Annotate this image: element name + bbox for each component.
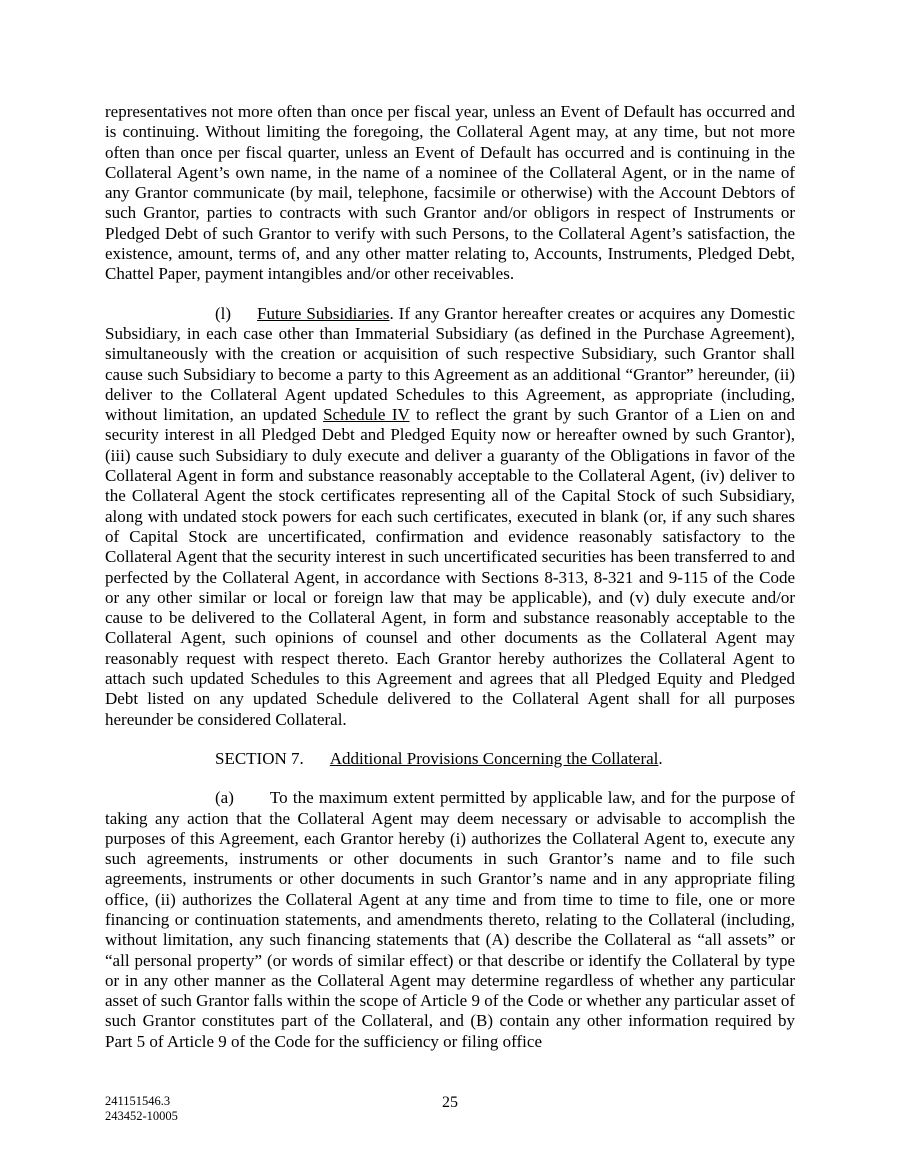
- paragraph-continuation: representatives not more often than once per fiscal year, unless an Event of Default has occurred and is continuing. Without limiting the foregoing, the Collateral Agent may, at any time, but not more often than once per fiscal quarter, unless an Event of Default has occurred and is continuing in the Collateral Agent’s own name, in the name of a nominee of the Collateral Agent, or in the name of any Grantor communicate (by mail, telephone, facsimile or otherwise) with the Account Debtors of such Grantor, parties to contracts with such Grantor and/or obligors in respect of Instruments or Pledged Debt of such Grantor to verify with such Persons, to the Collateral Agent’s satisfaction, the existence, amount, terms of, and any other matter relating to, Accounts, Instruments, Pledged Debt, Chattel Paper, payment intangibles and/or other receivables.: [105, 102, 795, 284]
- page-number: 25: [442, 1094, 458, 1111]
- clause-text-before-schedule-ref: . If any Grantor hereafter creates or acquires any Domestic Subsidiary, in each case other than Immaterial Subsidiary (as defined in the Purchase Agreement), simultaneously with the creation or acquisition of such respective Subsidiary, such Grantor shall cause such Subsidiary to become a party to this Agreement as an additional “Grantor” hereunder, (ii) deliver to the Collateral Agent updated Schedules to this Agreement, as appropriate (including, without limitation, an updated: [105, 303, 795, 425]
- paragraph-a: [105, 788, 795, 1052]
- schedule-iv-reference: Schedule IV: [323, 405, 410, 425]
- clause-heading-future-subsidiaries: Future Subsidiaries: [257, 303, 390, 323]
- section-title-period: .: [658, 748, 663, 768]
- clause-text-after-schedule-ref: to reflect the grant by such Grantor of a Lien on and security interest in all Pledged Debt and Pledged Equity now or hereafter owned by such Grantor), (iii) cause such Subsidiary to duly execute and deliver a guaranty of the Obligations in favor of the Collateral Agent in form and substance reasonably acceptable to the Collateral Agent, (iv) deliver to the Collateral Agent the stock certificates representing all of the Capital Stock of such Subsidiary, along with undated stock powers for each such certificates, executed in blank (or, if any such shares of Capital Stock are uncertificated, confirmation and evidence reasonably satisfactory to the Collateral Agent that the security interest in such uncertificated securities has been transferred to and perfected by the Collateral Agent, in accordance with Sections 8-313, 8-321 and 9-115 of the Code or any other similar or local or foreign law that may be applicable), and (v) duly execute and/or cause to be delivered to the Collateral Agent, in form and substance reasonably acceptable to the Collateral Agent, such opinions of counsel and other documents as the Collateral Agent may reasonably request with respect thereto. Each Grantor hereby authorizes the Collateral Agent to attach such updated Schedules to this Agreement and agrees that all Pledged Equity and Pledged Debt listed on any updated Schedule delivered to the Collateral Agent shall for all purposes hereunder be considered Collateral.: [105, 405, 795, 729]
- clause-label-l: (l): [215, 303, 232, 323]
- clause-label-a: (a): [215, 788, 234, 808]
- clause-a-text: To the maximum extent permitted by applicable law, and for the purpose of taking any action that the Collateral Agent may deem necessary or advisable to accomplish the purposes of this Agreement, each Grantor hereby (i) authorizes the Collateral Agent to, execute any such agreements, instruments or other documents in such Grantor’s name and to file such agreements, instruments or other documents in such Grantor’s name and in any appropriate filing office, (ii) authorizes the Collateral Agent at any time and from time to time to file, one or more financing or continuation statements, and amendments thereto, relating to the Collateral (including, without limitation, any such financing statements that (A) describe the Collateral as “all assets” or “all personal property” (or words of similar effect) or that describe or identify the Collateral by type or in any other manner as the Collateral Agent may determine regardless of whether any particular asset of such Grantor falls within the scope of Article 9 of the Code or whether any particular asset of such Grantor constitutes part of the Collateral, and (B) contain any other information required by Part 5 of Article 9 of the Code for the sufficiency or filing office: [105, 788, 795, 1051]
- paragraph-future-subsidiaries: [105, 304, 795, 730]
- document-body: [105, 102, 795, 1071]
- footer-doc-number-line2: 243452-10005: [105, 1109, 178, 1123]
- footer-doc-number-line1: 241151546.3: [105, 1094, 171, 1108]
- section-title-underlined: Additional Provisions Concerning the Collateral: [329, 748, 659, 768]
- section-number-label: SECTION 7.: [215, 748, 304, 768]
- section-7-heading: [105, 749, 795, 769]
